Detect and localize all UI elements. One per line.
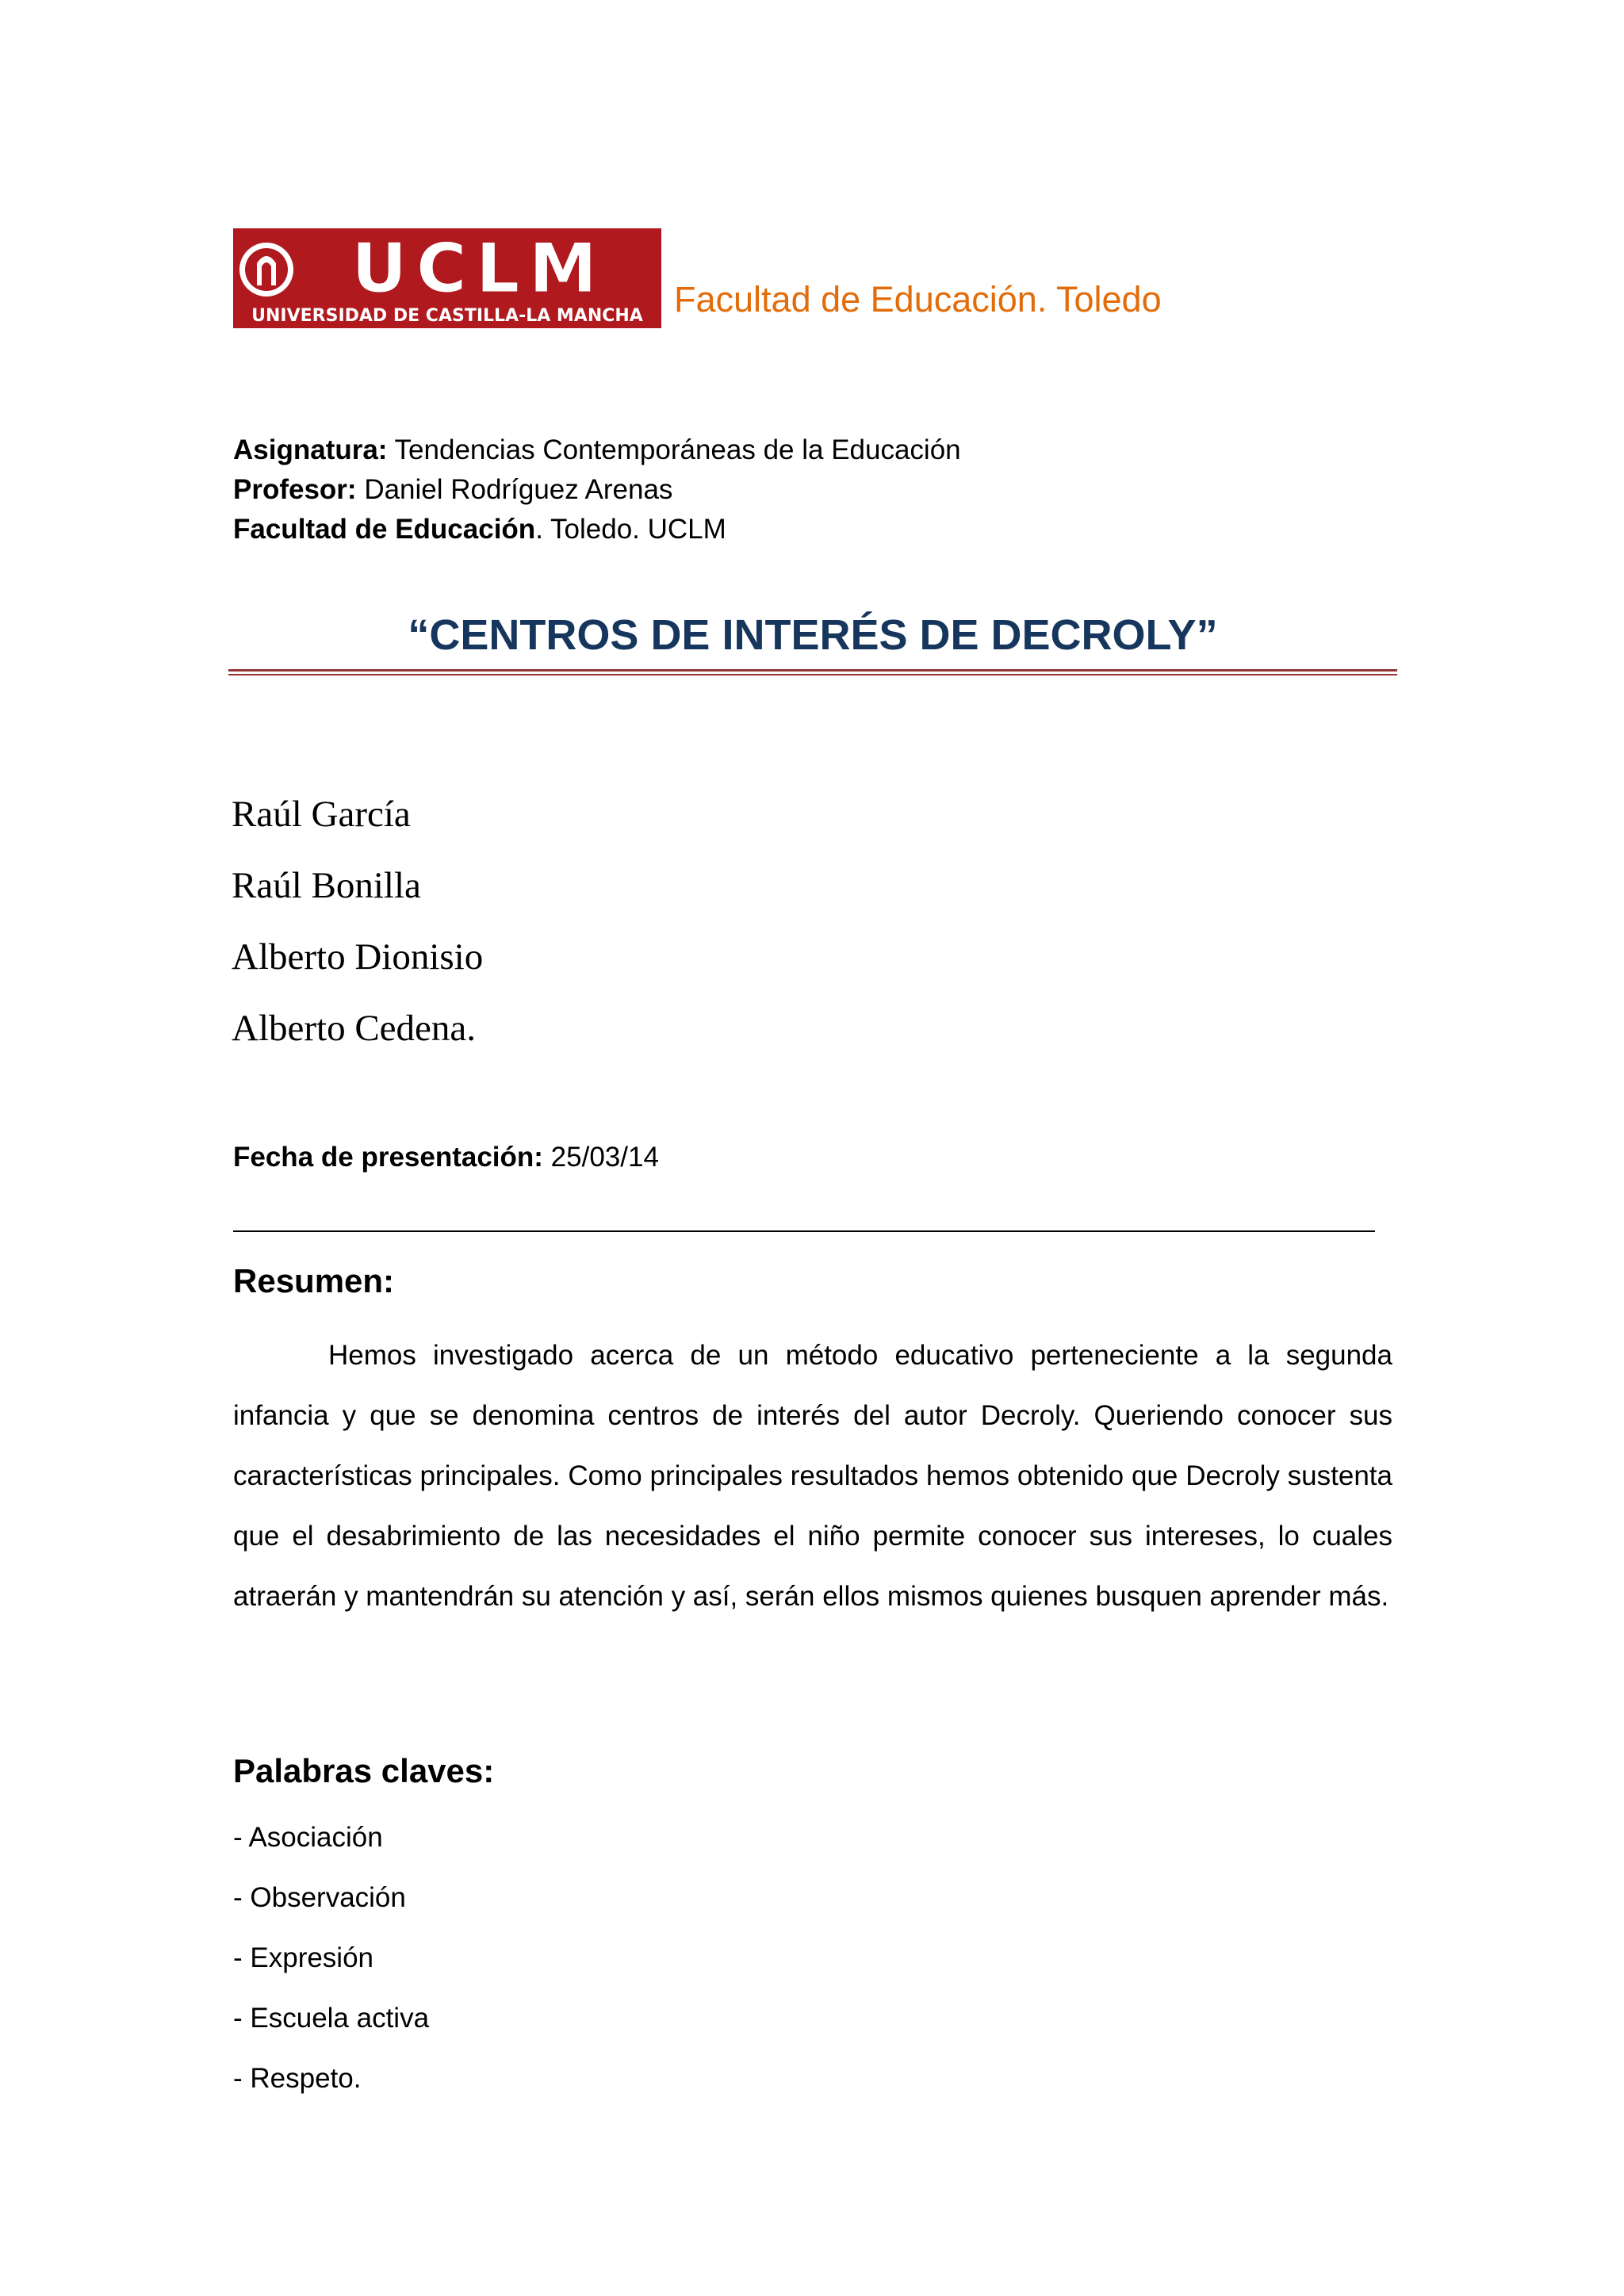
separator-line: [233, 1230, 1375, 1232]
submission-date: [233, 1142, 659, 1173]
faculty-line: [233, 514, 726, 545]
date-label: Fecha de presentación:: [233, 1142, 543, 1173]
keyword-item: - Escuela activa: [233, 2003, 430, 2034]
professor-line: [233, 474, 672, 506]
title-double-rule: [228, 669, 1397, 675]
keyword-item: - Observación: [233, 1882, 406, 1913]
faculty-value: . Toledo. UCLM: [535, 514, 726, 545]
author-name: Alberto Cedena.: [232, 1008, 477, 1049]
header: [233, 228, 1407, 331]
keywords-heading: Palabras claves:: [233, 1752, 495, 1789]
author-name: Raúl Bonilla: [232, 865, 421, 906]
subject-label: Asignatura:: [233, 434, 388, 465]
document-title: “CENTROS DE INTERÉS DE DECROLY”: [408, 611, 1218, 659]
summary-text: Hemos investigado acerca de un método educativo perteneciente a la segunda infancia y que se denomina centros de interés del autor Decroly. Queriendo conocer sus características principales. Como principales resultados hemos obtenido que Decroly sustenta que el desabrimiento de las necesidades el niño permite conocer sus intereses, lo cuales atraerán y mantendrán su atención y así, serán ellos mismos quienes busquen aprender más.: [233, 1340, 1392, 1612]
author-name: Alberto Dionisio: [232, 936, 484, 978]
date-value: 25/03/14: [542, 1142, 659, 1173]
keyword-item: - Asociación: [233, 1822, 383, 1853]
subject-line: [233, 434, 961, 466]
subject-value: Tendencias Contemporáneas de la Educación: [387, 434, 961, 465]
faculty-title: Facultad de Educación. Toledo: [674, 279, 1162, 320]
professor-value: Daniel Rodríguez Arenas: [356, 474, 673, 505]
professor-label: Profesor:: [233, 474, 357, 505]
uclm-logo-graphic: [233, 228, 661, 328]
keyword-item: - Expresión: [233, 1942, 374, 1973]
summary-heading: Resumen:: [233, 1262, 395, 1299]
keyword-item: - Respeto.: [233, 2063, 362, 2094]
university-emblem-icon: [239, 243, 293, 297]
faculty-label: Facultad de Educación: [233, 514, 536, 545]
uclm-logo: [233, 228, 661, 328]
author-name: Raúl García: [232, 794, 411, 835]
logo-university-name: UNIVERSIDAD DE CASTILLA-LA MANCHA: [251, 306, 643, 326]
logo-wordmark: UCLM: [351, 229, 607, 308]
